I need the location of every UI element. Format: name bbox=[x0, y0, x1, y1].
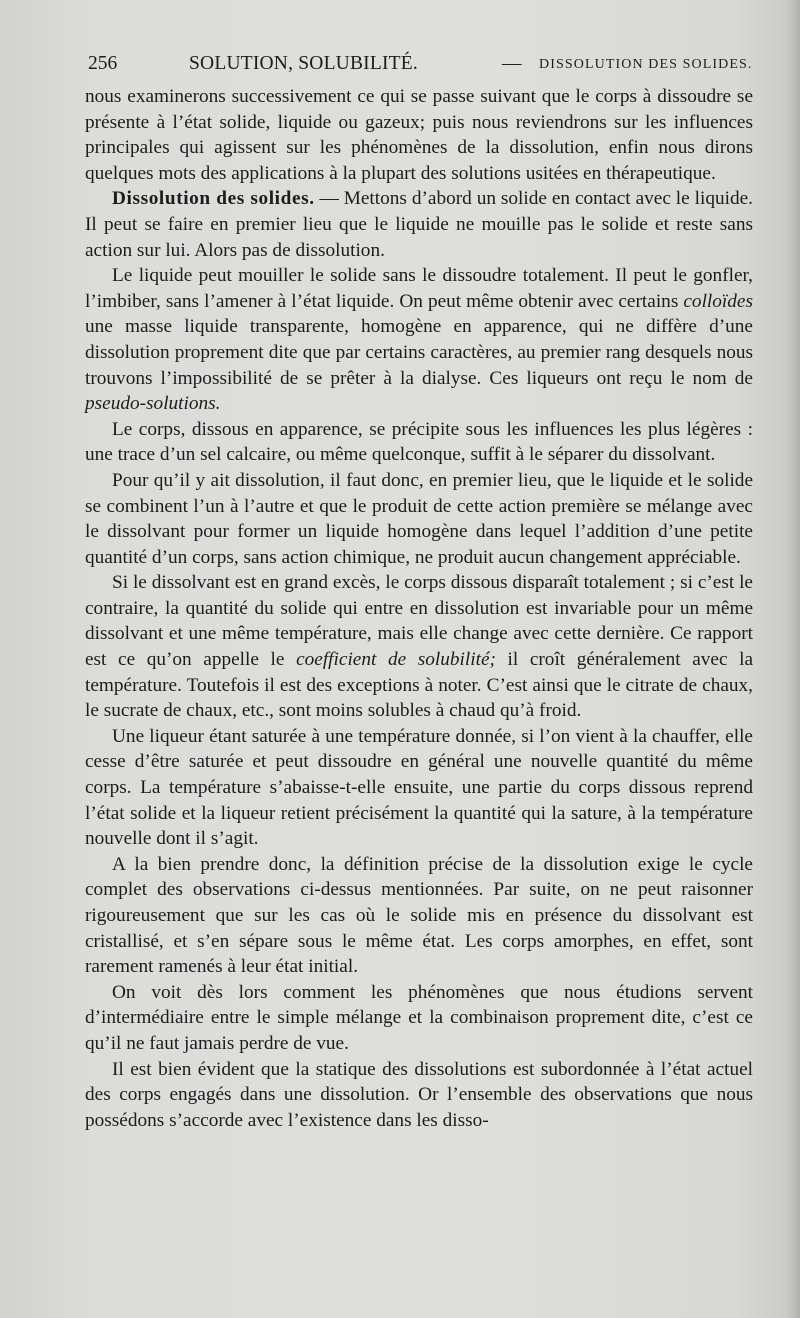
term-coefficient-de-solubilite: coefficient de solubilité; bbox=[296, 649, 496, 671]
paragraph-8: A la bien prendre donc, la définition précise de la dissolution exige le cycle complet des observations ci-dessus mentionnées. Par suite, on ne peut raisonner rigoureusement que sur les cas où le solide mis en présence du dissolvant est cristallisé, et s’en sépare sous le même état. Les corps amorphes, en effet, sont rarement ramenés à leur état initial. bbox=[85, 853, 753, 978]
paragraph-2 bbox=[85, 186, 753, 263]
paragraph-1: nous examinerons successivement ce qui se passe suivant que le corps à dissoudre se présente à l’état solide, liquide ou gazeux; puis nous reviendrons sur les influences principales qui agissent sur les phénomènes de la dissolution, enfin nous dirons quelques mots des applications à la plupart des solutions usitées en thérapeutique. bbox=[85, 86, 753, 184]
running-header bbox=[88, 50, 760, 78]
paragraph-6 bbox=[85, 570, 753, 724]
paragraph-3-part-b: une masse liquide transparente, homogène en apparence, qui ne diffère d’une dissolution proprement dite que par certains caractères, au premier rang desquels nous trouvons l’impossibilité de se prêter à la dialyse. Ces liqueurs ont reçu le nom de bbox=[85, 316, 753, 389]
term-colloides: colloïdes bbox=[683, 290, 753, 312]
chapter-title: SOLUTION, SOLUBILITÉ. bbox=[189, 53, 418, 74]
header-dash: — bbox=[502, 53, 522, 74]
paragraph-4: Le corps, dissous en apparence, se précipite sous les influences les plus légères : une trace d’un sel calcaire, ou même quelconque, suffit à le séparer du dissolvant. bbox=[85, 418, 753, 466]
paragraph-9: On voit dès lors comment les phénomènes que nous étudions servent d’intermédiaire entre le simple mélange et la combinaison proprement dite, c’est ce qu’il ne faut jamais perdre de vue. bbox=[85, 981, 753, 1054]
paragraph-5: Pour qu’il y ait dissolution, il faut donc, en premier lieu, que le liquide et le solide se combinent l’un à l’autre et que le produit de cette action première se mélange avec le dissolvant pour former un liquide homogène dans lequel l’addition d’une petite quantité d’un corps, sans action chimique, ne produit aucun changement appréciable. bbox=[85, 469, 753, 568]
section-title: DISSOLUTION DES SOLIDES. bbox=[539, 57, 753, 72]
paragraph-10: Il est bien évident que la statique des dissolutions est subordonnée à l’état actuel des corps engagés dans une dissolution. Or l’ensemble des observations que nous possédons s’accorde avec l’existence dans les disso- bbox=[85, 1058, 753, 1131]
section-heading: Dissolution des solides. bbox=[112, 188, 315, 210]
paragraph-7: Une liqueur étant saturée à une température donnée, si l’on vient à la chauffer, elle cesse d’être saturée et peut dissoudre en général une nouvelle quantité du même corps. La température s’abaisse-t-elle ensuite, une partie du corps dissous reprend l’état solide et la liqueur retient précisément la quantité qui la sature, à la température nouvelle dont il s’agit. bbox=[85, 725, 753, 850]
paragraph-6-part-a: Si le dissolvant est en grand excès, le corps dissous disparaît totalement ; si c’est le contraire, la quantité du solide qui entre en dissolution est invariable pour un même dissolvant et une même température, mais elle change avec cette dernière. Ce rapport est ce qu’on appelle le bbox=[85, 572, 753, 671]
paragraph-2-text: — Mettons d’abord un solide en contact avec le liquide. Il peut se faire en premier lieu que le liquide ne mouille pas le solide et reste sans action sur lui. Alors pas de dissolution. bbox=[85, 188, 753, 261]
body-text bbox=[85, 84, 753, 1133]
paragraph-3-part-a: Le liquide peut mouiller le solide sans le dissoudre totalement. Il peut le gonfler, l’imbiber, sans l’amener à l’état liquide. On peut même obtenir avec certains bbox=[85, 265, 753, 312]
page-edge-shadow bbox=[786, 0, 800, 1318]
term-pseudo-solutions: pseudo-solutions. bbox=[85, 393, 221, 415]
paragraph-3 bbox=[85, 263, 753, 417]
paragraph-6-part-b: il croît généralement avec la température. Toutefois il est des exceptions à noter. C’est ainsi que le citrate de chaux, le sucrate de chaux, etc., sont moins solubles à chaud qu’à froid. bbox=[85, 649, 754, 722]
page-number: 256 bbox=[88, 53, 118, 74]
